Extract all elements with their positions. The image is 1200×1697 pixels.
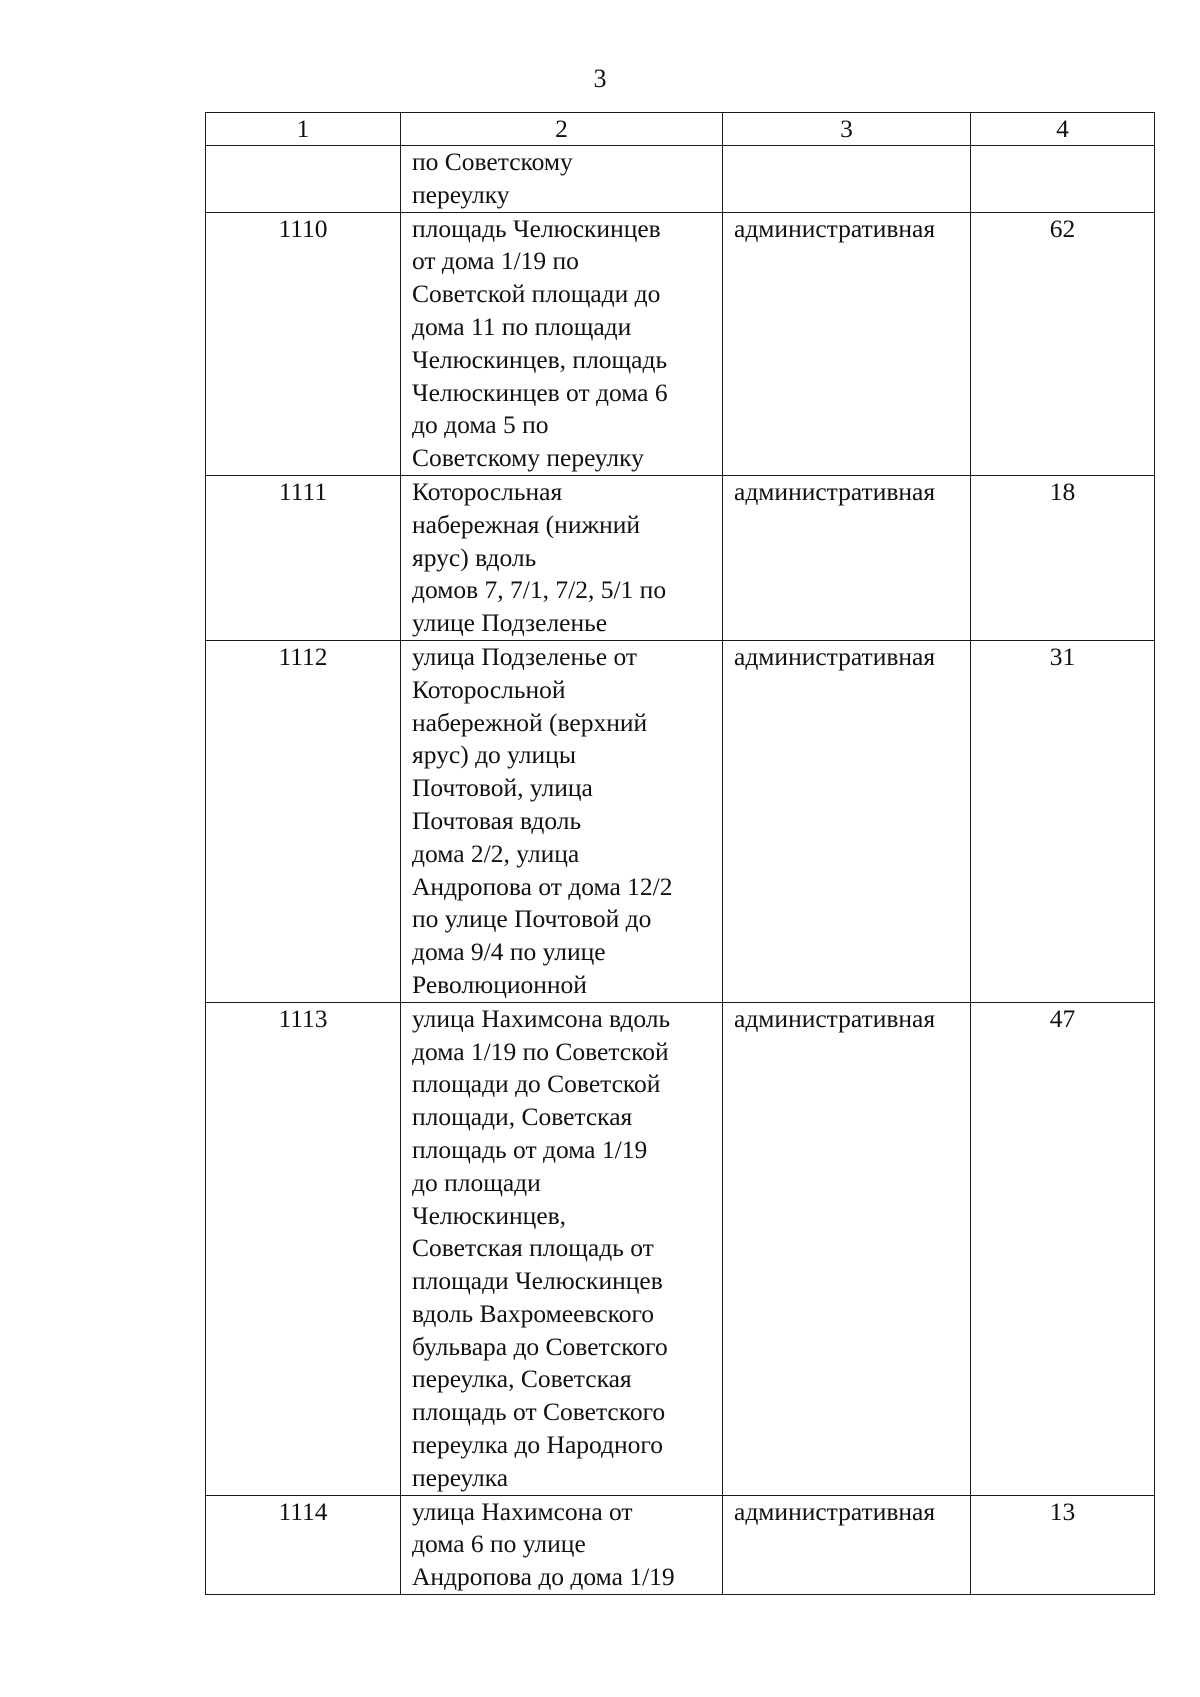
data-table — [205, 112, 1155, 1595]
description-line: Которосльной — [412, 674, 566, 704]
header-col-4: 4 — [971, 113, 1155, 146]
description-cell — [401, 212, 723, 475]
description-line: Которосльная — [412, 476, 563, 506]
description-line: улице Подзеленье — [412, 608, 608, 638]
description-cell — [401, 475, 723, 640]
description-line: Революционной — [412, 969, 587, 999]
description-line: по улице Почтовой до — [412, 904, 652, 934]
description-line: Андропова до дома 1/19 — [412, 1562, 675, 1592]
row-number-cell: 1112 — [206, 640, 401, 1002]
row-number-cell: 1113 — [206, 1002, 401, 1495]
table-row — [206, 640, 1155, 1002]
description-cell — [401, 146, 723, 213]
header-col-1: 1 — [206, 113, 401, 146]
description-line: Советская площадь от — [412, 1233, 654, 1263]
description-line: площадь от Советского — [412, 1397, 666, 1427]
description-line: набережная (нижний — [412, 509, 641, 539]
description-line: улица Нахимсона от — [412, 1496, 633, 1526]
table-row — [206, 475, 1155, 640]
description-line: дома 6 по улице — [412, 1529, 586, 1559]
type-cell: административная — [723, 475, 971, 640]
count-cell: 62 — [971, 212, 1155, 475]
description-line: Почтовая вдоль — [412, 805, 582, 835]
page-number: 3 — [593, 64, 607, 93]
description-line: площадь от дома 1/19 — [412, 1134, 648, 1164]
count-cell: 18 — [971, 475, 1155, 640]
type-cell: административная — [723, 1002, 971, 1495]
description-line: по Советскому — [412, 147, 573, 176]
header-row — [206, 113, 1155, 146]
description-line: площади до Советской — [412, 1069, 661, 1099]
count-cell: 13 — [971, 1495, 1155, 1594]
description-line: домов 7, 7/1, 7/2, 5/1 по — [412, 575, 667, 605]
description-line: до площади — [412, 1167, 541, 1197]
count-cell: 47 — [971, 1002, 1155, 1495]
row-number-cell: 1111 — [206, 475, 401, 640]
description-line: Советской площади до — [412, 279, 661, 309]
description-line: Челюскинцев, — [412, 1200, 567, 1230]
description-line: ярус) вдоль — [412, 542, 537, 572]
description-line: дома 11 по площади — [412, 311, 632, 341]
description-line: вдоль Вахромеевского — [412, 1298, 655, 1328]
description-line: дома 2/2, улица — [412, 838, 580, 868]
description-line: бульвара до Советского — [412, 1331, 668, 1361]
row-number-cell: 1114 — [206, 1495, 401, 1594]
description-line: переулку — [412, 179, 510, 209]
description-line: переулка до Народного — [412, 1430, 663, 1460]
description-line: набережной (верхний — [412, 707, 648, 737]
type-cell: административная — [723, 1495, 971, 1594]
table-row — [206, 1002, 1155, 1495]
description-line: площади Челюскинцев — [412, 1266, 663, 1296]
description-line: улица Нахимсона вдоль — [412, 1003, 671, 1033]
description-line: площади, Советская — [412, 1102, 633, 1132]
header-col-3: 3 — [723, 113, 971, 146]
count-cell: 31 — [971, 640, 1155, 1002]
description-line: переулка — [412, 1462, 509, 1492]
description-line: Челюскинцев, площадь — [412, 344, 668, 374]
description-line: дома 9/4 по улице — [412, 937, 606, 967]
table-header — [206, 113, 1155, 146]
table-row — [206, 146, 1155, 213]
count-cell — [971, 146, 1155, 213]
description-cell — [401, 640, 723, 1002]
description-line: Советскому переулку — [412, 443, 644, 473]
description-line: Почтовой, улица — [412, 773, 593, 803]
description-line: переулка, Советская — [412, 1364, 632, 1394]
type-cell: административная — [723, 212, 971, 475]
row-number-cell — [206, 146, 401, 213]
type-cell: административная — [723, 640, 971, 1002]
header-col-2: 2 — [401, 113, 723, 146]
description-line: площадь Челюскинцев — [412, 213, 661, 243]
row-number-cell: 1110 — [206, 212, 401, 475]
description-line: дома 1/19 по Советской — [412, 1036, 669, 1066]
description-cell — [401, 1002, 723, 1495]
description-line: ярус) до улицы — [412, 740, 576, 770]
description-line: Андропова от дома 12/2 — [412, 871, 673, 901]
description-line: улица Подзеленье от — [412, 641, 638, 671]
description-line: до дома 5 по — [412, 410, 549, 440]
description-cell — [401, 1495, 723, 1594]
table-row — [206, 1495, 1155, 1594]
description-line: Челюскинцев от дома 6 — [412, 377, 668, 407]
table-row — [206, 212, 1155, 475]
table-body — [206, 146, 1155, 1595]
description-line: от дома 1/19 по — [412, 246, 579, 276]
type-cell — [723, 146, 971, 213]
